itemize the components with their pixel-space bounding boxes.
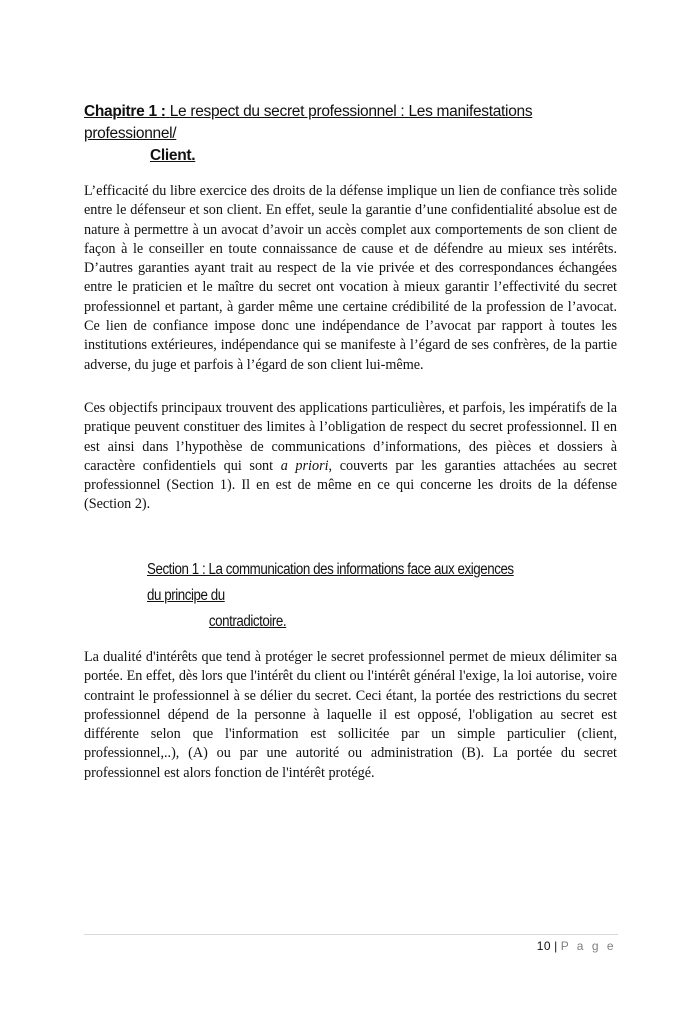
chapter-label: Chapitre 1 : (84, 103, 166, 120)
paragraph-section-intro: La dualité d'intérêts que tend à protéger le secret professionnel permet de mieux délimiter sa portée. En effet, dès lors que l'intérêt du client ou l'intérêt général l'exige, la loi autorise, voire contraint le professionnel à se délier du secret. Ceci étant, la portée des restrictions du secret professionnel dépend de la personne à laquelle il est opposé, l'obligation au secret est différente selon que l'information est sollicitée par un simple particulier (client, professionnel,..), (A) ou par une autorité ou administration (B). La portée du secret professionnel est alors fonction de l'intérêt protégé. (84, 649, 617, 781)
paragraph-objectives-text-b: , couverts par les garanties attachées au secret professionnel (Section 1). Il en est de même en ce qui concerne les droits de la défense (Section 2). (84, 457, 617, 513)
page-footer (537, 939, 616, 953)
italic-a-priori: a priori (280, 457, 329, 474)
footer-divider (84, 934, 618, 935)
paragraph-objectives (84, 399, 617, 515)
chapter-title-line2: Client. (150, 147, 196, 164)
chapter-title-text: Le respect du secret professionnel : Les manifestations professionnel/ (84, 103, 533, 142)
footer-separator: | (554, 939, 558, 953)
section-title-line1: Section 1 : La communication des informations face aux exigences du principe du (147, 561, 514, 604)
section-title-line2: contradictoire. (208, 613, 287, 630)
page-word: P a g e (560, 939, 616, 953)
page-number: 10 (536, 939, 552, 953)
chapter-title (84, 101, 624, 167)
section-title (147, 557, 525, 635)
paragraph-objectives-text-a: Ces objectifs principaux trouvent des applications particulières, et parfois, les impératifs de la pratique peuvent constituer des limites à l’obligation de respect du secret professionnel. Il en est ainsi dans l’hypothèse de communications d’informations, des pièces et dossiers à caractère confidentiels qui sont (84, 400, 617, 474)
paragraph-intro: L’efficacité du libre exercice des droits de la défense implique un lien de confiance très solide entre le défenseur et son client. En effet, seule la garantie d’une confidentialité absolue est de nature à permettre à un avocat d’avoir un accès complet aux comportements de son client de façon à le conseiller en toute connaissance de cause et de défendre au mieux ses intérêts. D’autres garanties ayant trait au respect de la vie privée et des correspondances échangées entre le praticien et le maître du secret ont vocation à mieux garantir l’effectivité du secret professionnel et partant, à garder même une certaine crédibilité de la profession de l’avocat. Ce lien de confiance impose donc une indépendance de l’avocat par rapport à toutes les institutions extérieures, indépendance qui se manifeste à l’égard de ses confrères, de la partie adverse, du juge et parfois à l’égard de son client lui-même. (84, 183, 617, 373)
